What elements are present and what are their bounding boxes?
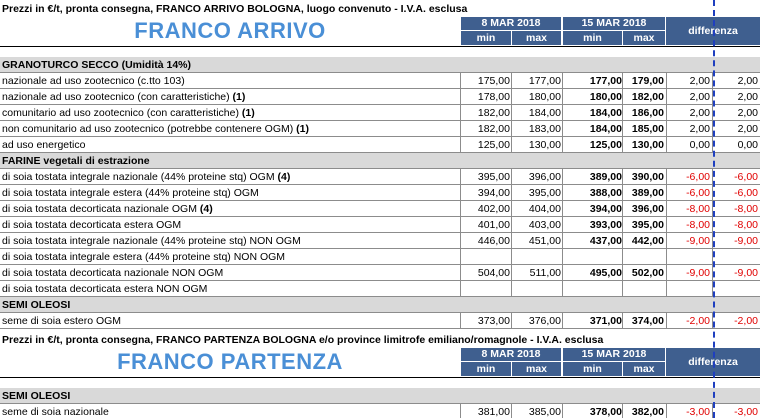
product-label: comunitario ad uso zootecnico (con caratteristiche) (1) [2,107,255,119]
cell-divider [460,73,461,89]
cell-divider [666,201,667,217]
cell-divider [622,313,623,329]
diff-max-value: 0,00 [737,139,758,151]
footnote-ref: (4) [199,203,213,215]
franco-partenza-date-curr: 15 MAR 2018 [563,348,665,361]
table-row [0,281,760,297]
cell-divider [666,265,667,281]
curr-min-value: 371,00 [589,315,622,327]
cell-divider [460,281,461,297]
franco-partenza-col-min: min [461,362,511,376]
curr-max-value: 182,00 [631,91,664,103]
diff-max-value: 2,00 [737,107,758,119]
cell-divider [622,73,623,89]
cell-divider [460,137,461,153]
cell-divider [622,265,623,281]
curr-min-value: 437,00 [589,235,622,247]
footnote-ref: (4) [277,171,291,183]
cell-divider [511,89,512,105]
product-label: di soia tostata integrale estera (44% proteine stq) OGM [2,187,259,199]
curr-min-value: 177,00 [589,75,622,87]
cell-divider [666,313,667,329]
cell-divider [511,313,512,329]
section-header [0,297,760,313]
table-row [0,249,760,265]
franco-partenza-col-max: max [623,362,665,376]
curr-max-value: 389,00 [631,187,664,199]
diff-max-value: -6,00 [734,187,758,199]
diff-min-value: -9,00 [686,267,710,279]
franco-arrivo-header-rule [0,46,760,47]
curr-max-value: 502,00 [631,267,664,279]
curr-min-value: 184,00 [589,107,622,119]
cell-divider [562,404,563,418]
cell-divider [562,249,563,265]
cell-divider [511,233,512,249]
product-label: ad uso energetico [2,139,86,151]
cell-divider [460,265,461,281]
prev-min-value: 373,00 [477,315,510,327]
prev-min-value: 182,00 [477,107,510,119]
diff-min-value: -2,00 [686,315,710,327]
curr-min-value: 184,00 [589,123,622,135]
curr-max-value: 382,00 [631,406,664,418]
diff-min-value: 2,00 [689,75,710,87]
prev-min-value: 504,00 [477,267,510,279]
diff-max-value [716,249,758,265]
page-break-line [713,0,715,418]
prev-max-value: 130,00 [528,139,561,151]
diff-min-value: -9,00 [686,235,710,247]
curr-max-value [624,249,664,265]
curr-max-value: 179,00 [631,75,664,87]
prev-min-value: 446,00 [477,235,510,247]
table-row [0,169,760,185]
cell-divider [666,105,667,121]
cell-divider [562,121,563,137]
cell-divider [666,185,667,201]
cell-divider [511,265,512,281]
cell-divider [622,217,623,233]
diff-min-value: 2,00 [689,91,710,103]
curr-min-value: 394,00 [589,203,622,215]
diff-min-value: 0,00 [689,139,710,151]
diff-max-value: -8,00 [734,219,758,231]
prev-max-value: 395,00 [528,187,561,199]
prev-max-value: 403,00 [528,219,561,231]
cell-divider [511,121,512,137]
cell-divider [460,201,461,217]
franco-partenza-col-diff: differenza [666,348,760,376]
franco-arrivo-banner: FRANCO ARRIVO [134,18,326,43]
prev-max-value: 404,00 [528,203,561,215]
cell-divider [511,105,512,121]
curr-min-value: 125,00 [589,139,622,151]
footnote-ref: (1) [232,91,246,103]
cell-divider [460,105,461,121]
cell-divider [622,249,623,265]
cell-divider [511,185,512,201]
curr-min-value [572,249,622,265]
prev-max-value: 451,00 [528,235,561,247]
cell-divider [460,169,461,185]
cell-divider [666,281,667,297]
table-row [0,313,760,329]
table-row [0,105,760,121]
cell-divider [622,404,623,418]
curr-max-value: 395,00 [631,219,664,231]
prev-max-value: 184,00 [528,107,561,119]
cell-divider [511,249,512,265]
section-title: SEMI OLEOSI [2,390,71,402]
cell-divider [622,121,623,137]
cell-divider [460,313,461,329]
cell-divider [511,217,512,233]
curr-min-value: 389,00 [589,171,622,183]
table-row [0,185,760,201]
franco-partenza-col-max: max [512,362,561,376]
cell-divider [562,185,563,201]
diff-max-value: -6,00 [734,171,758,183]
section-title: SEMI OLEOSI [2,299,71,311]
product-label: di soia tostata integrale nazionale (44% proteine stq) NON OGM [2,235,301,247]
prev-min-value: 125,00 [477,139,510,151]
cell-divider [511,137,512,153]
diff-max-value [716,281,758,297]
table-row [0,217,760,233]
section-header [0,153,760,169]
section-header [0,388,760,404]
cell-divider [460,121,461,137]
prev-min-value: 402,00 [477,203,510,215]
curr-max-value: 185,00 [631,123,664,135]
cell-divider [562,281,563,297]
cell-divider [460,233,461,249]
cell-divider [460,404,461,418]
prev-min-value [462,281,510,297]
product-label: di soia tostata integrale nazionale (44% proteine stq) OGM (4) [2,171,291,183]
prev-min-value: 178,00 [477,91,510,103]
cell-divider [460,249,461,265]
prev-max-value: 376,00 [528,315,561,327]
footnote-ref: (1) [296,123,310,135]
curr-max-value: 396,00 [631,203,664,215]
franco-arrivo-col-diff: differenza [666,17,760,45]
cell-divider [666,233,667,249]
prev-min-value: 395,00 [477,171,510,183]
product-label: di soia tostata decorticata nazionale NON OGM [2,267,224,279]
diff-max-value: -9,00 [734,267,758,279]
curr-max-value: 186,00 [631,107,664,119]
prev-max-value: 396,00 [528,171,561,183]
diff-max-value: 2,00 [737,123,758,135]
cell-divider [622,137,623,153]
diff-min-value [668,249,710,265]
prev-max-value: 511,00 [529,267,561,279]
prev-max-value: 180,00 [528,91,561,103]
prev-min-value: 175,00 [477,75,510,87]
cell-divider [511,169,512,185]
curr-max-value: 442,00 [631,235,664,247]
curr-min-value: 180,00 [589,91,622,103]
prev-min-value: 182,00 [477,123,510,135]
prev-max-value: 385,00 [528,406,561,418]
cell-divider [562,89,563,105]
diff-max-value: 2,00 [737,91,758,103]
cell-divider [666,217,667,233]
franco-partenza-header-rule [0,377,760,378]
cell-divider [622,201,623,217]
cell-divider [562,105,563,121]
cell-divider [562,217,563,233]
cell-divider [511,201,512,217]
cell-divider [666,89,667,105]
diff-min-value: -6,00 [686,171,710,183]
curr-max-value: 130,00 [631,139,664,151]
section-title: GRANOTURCO SECCO (Umidità 14%) [2,59,192,71]
footnote-ref: (1) [241,107,255,119]
cell-divider [511,404,512,418]
diff-max-value: -8,00 [734,203,758,215]
section-title: FARINE vegetali di estrazione [2,155,150,167]
curr-min-value: 378,00 [589,406,622,418]
diff-min-value: -8,00 [686,203,710,215]
product-label: nazionale ad uso zootecnico (con caratteristiche) (1) [2,91,246,103]
curr-max-value: 390,00 [631,171,664,183]
cell-divider [511,73,512,89]
table-row [0,265,760,281]
cell-divider [622,105,623,121]
diff-max-value: -9,00 [734,235,758,247]
product-label: seme di soia nazionale [2,406,109,418]
table-row [0,73,760,89]
cell-divider [622,89,623,105]
cell-divider [460,89,461,105]
cell-divider [622,281,623,297]
franco-partenza-title: Prezzi in €/t, pronta consegna, FRANCO PARTENZA BOLOGNA e/o province limitrofe emiliano/romagnole - I.V.A. esclusa [2,334,604,346]
curr-min-value [572,281,622,297]
franco-partenza-date-prev: 8 MAR 2018 [461,348,561,361]
prev-min-value: 394,00 [477,187,510,199]
curr-min-value: 393,00 [589,219,622,231]
franco-arrivo-date-curr: 15 MAR 2018 [563,17,665,30]
cell-divider [562,137,563,153]
section-header [0,57,760,73]
franco-arrivo-col-min: min [461,31,511,45]
diff-min-value: -3,00 [686,406,710,418]
prev-max-value: 183,00 [528,123,561,135]
franco-arrivo-col-max: max [512,31,561,45]
product-label: di soia tostata decorticata estera OGM [2,219,182,231]
cell-divider [460,185,461,201]
franco-arrivo-title: Prezzi in €/t, pronta consegna, FRANCO ARRIVO BOLOGNA, luogo convenuto - I.V.A. esclusa [2,3,468,15]
diff-min-value: 2,00 [689,107,710,119]
table-row [0,137,760,153]
prev-min-value: 381,00 [477,406,510,418]
curr-min-value: 495,00 [589,267,622,279]
diff-max-value: -2,00 [734,315,758,327]
cell-divider [562,169,563,185]
curr-min-value: 388,00 [589,187,622,199]
cell-divider [666,121,667,137]
diff-min-value [668,281,710,297]
cell-divider [562,265,563,281]
product-label: di soia tostata integrale estera (44% proteine stq) NON OGM [2,251,286,263]
product-label: di soia tostata decorticata estera NON OGM [2,283,208,295]
prev-max-value [512,281,561,297]
table-row [0,121,760,137]
cell-divider [562,73,563,89]
franco-partenza-banner: FRANCO PARTENZA [117,349,343,374]
diff-min-value: 2,00 [689,123,710,135]
franco-arrivo-date-prev: 8 MAR 2018 [461,17,561,30]
franco-partenza-col-min: min [563,362,622,376]
table-row [0,201,760,217]
cell-divider [666,249,667,265]
cell-divider [562,313,563,329]
cell-divider [622,233,623,249]
product-label: non comunitario ad uso zootecnico (potrebbe contenere OGM) (1) [2,123,310,135]
table-row [0,89,760,105]
table-row [0,233,760,249]
table-row [0,404,760,418]
product-label: seme di soia estero OGM [2,315,122,327]
cell-divider [666,404,667,418]
diff-max-value: -3,00 [734,406,758,418]
cell-divider [511,281,512,297]
cell-divider [622,169,623,185]
diff-max-value: 2,00 [737,75,758,87]
cell-divider [622,185,623,201]
product-label: nazionale ad uso zootecnico (c.tto 103) [2,75,185,87]
cell-divider [666,137,667,153]
cell-divider [460,217,461,233]
diff-min-value: -6,00 [686,187,710,199]
cell-divider [666,73,667,89]
product-label: di soia tostata decorticata nazionale OGM (4) [2,203,213,215]
curr-max-value [624,281,664,297]
franco-arrivo-col-min: min [563,31,622,45]
cell-divider [666,169,667,185]
cell-divider [562,233,563,249]
diff-min-value: -8,00 [686,219,710,231]
prev-max-value [512,249,561,265]
cell-divider [562,201,563,217]
prev-min-value: 401,00 [477,219,510,231]
franco-arrivo-col-max: max [623,31,665,45]
prev-max-value: 177,00 [528,75,561,87]
prev-min-value [462,249,510,265]
curr-max-value: 374,00 [631,315,664,327]
